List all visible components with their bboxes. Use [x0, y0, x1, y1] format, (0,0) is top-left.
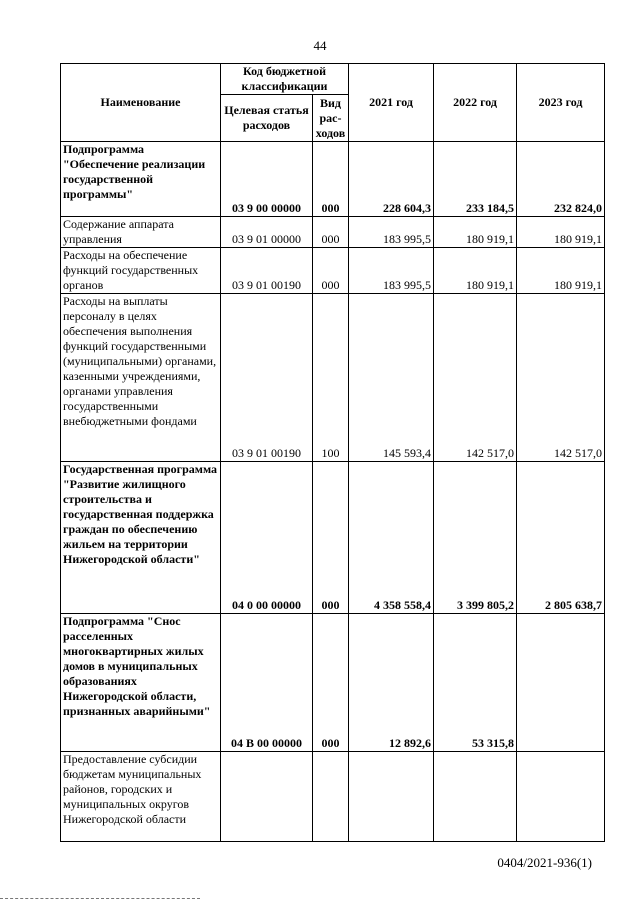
row-2023 — [517, 752, 605, 842]
header-2021: 2021 год — [349, 64, 434, 142]
page-number: 44 — [313, 38, 327, 53]
row-name: Подпрограмма "Обеспечение реализации государственной программы" — [61, 142, 221, 217]
row-name: Предоставление субсидии бюджетам муниципальных районов, городских и муниципальных округов Нижегородской области — [61, 752, 221, 842]
table-row — [61, 217, 605, 248]
row-type: 100 — [313, 294, 349, 462]
row-2023 — [517, 614, 605, 752]
row-2023: 180 919,1 — [517, 248, 605, 294]
row-2022: 180 919,1 — [434, 248, 517, 294]
header-target-article: Целевая статья расходов — [221, 95, 313, 142]
header-2023: 2023 год — [517, 64, 605, 142]
row-name: Подпрограмма "Снос расселенных многоквартирных жилых домов в муниципальных образованиях Нижегородской области, признанных аварийными" — [61, 614, 221, 752]
row-type: 000 — [313, 142, 349, 217]
row-code: 04 0 00 00000 — [221, 462, 313, 614]
row-2022: 53 315,8 — [434, 614, 517, 752]
row-2021: 228 604,3 — [349, 142, 434, 217]
document-code: 0404/2021-936(1) — [497, 855, 592, 870]
row-2023: 142 517,0 — [517, 294, 605, 462]
row-type: 000 — [313, 248, 349, 294]
header-2022: 2022 год — [434, 64, 517, 142]
header-expense-type: Вид рас-ходов — [313, 95, 349, 142]
row-type: 000 — [313, 614, 349, 752]
header-budget-code: Код бюджетной классификации — [221, 64, 349, 95]
table-row — [61, 462, 605, 614]
row-code: 03 9 01 00190 — [221, 294, 313, 462]
budget-table — [60, 63, 605, 842]
row-name: Государственная программа "Развитие жилищного строительства и государственная поддержка граждан по обеспечению жильем на территории Нижегородской области" — [61, 462, 221, 614]
row-2022: 180 919,1 — [434, 217, 517, 248]
row-code: 03 9 01 00190 — [221, 248, 313, 294]
row-2021: 12 892,6 — [349, 614, 434, 752]
row-2021: 183 995,5 — [349, 217, 434, 248]
row-2022: 3 399 805,2 — [434, 462, 517, 614]
table-row — [61, 248, 605, 294]
table-row — [61, 614, 605, 752]
row-2021 — [349, 752, 434, 842]
row-2021: 4 358 558,4 — [349, 462, 434, 614]
row-name: Содержание аппарата управления — [61, 217, 221, 248]
row-2022: 142 517,0 — [434, 294, 517, 462]
row-name: Расходы на обеспечение функций государственных органов — [61, 248, 221, 294]
row-code — [221, 752, 313, 842]
table-row — [61, 142, 605, 217]
row-type: 000 — [313, 462, 349, 614]
row-2021: 183 995,5 — [349, 248, 434, 294]
row-2021: 145 593,4 — [349, 294, 434, 462]
row-2022: 233 184,5 — [434, 142, 517, 217]
row-code: 03 9 00 00000 — [221, 142, 313, 217]
row-name: Расходы на выплаты персоналу в целях обеспечения выполнения функций государственными (муниципальными) органами, казенными учреждениями, органами управления государственными внебюджетными фондами — [61, 294, 221, 462]
row-type — [313, 752, 349, 842]
header-name: Наименование — [61, 64, 221, 142]
row-2023: 232 824,0 — [517, 142, 605, 217]
row-2022 — [434, 752, 517, 842]
table-row — [61, 294, 605, 462]
row-code: 04 В 00 00000 — [221, 614, 313, 752]
row-2023: 180 919,1 — [517, 217, 605, 248]
row-code: 03 9 01 00000 — [221, 217, 313, 248]
table-row — [61, 752, 605, 842]
row-2023: 2 805 638,7 — [517, 462, 605, 614]
row-type: 000 — [313, 217, 349, 248]
bottom-divider — [0, 898, 200, 899]
